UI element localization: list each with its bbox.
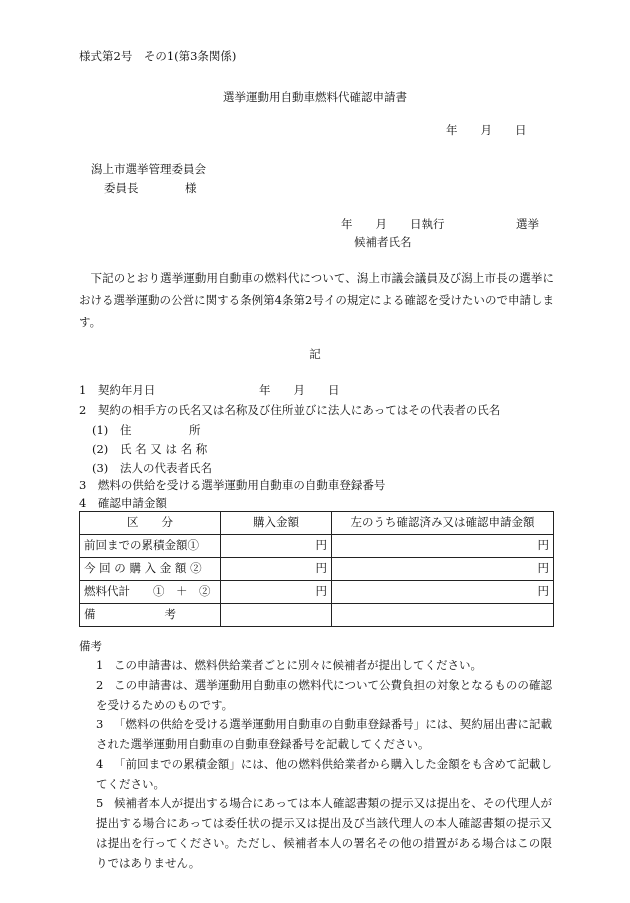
note-text: 「燃料の供給を受ける選挙運動用自動車の自動車登録番号」には、契約届出書に記載された選挙運動用自動車の自動車登録番号を記載してください。 bbox=[96, 717, 552, 751]
election-name: 選挙 bbox=[516, 217, 539, 231]
table-row bbox=[80, 581, 554, 604]
confirmed-amount-cell: 円 bbox=[332, 558, 554, 581]
item-4-label: 4 確認申請金額 bbox=[79, 496, 167, 510]
confirmed-amount-cell: 円 bbox=[332, 535, 554, 558]
note-number: 5 bbox=[96, 796, 104, 810]
table-row bbox=[80, 604, 554, 627]
form-id: 様式第2号 その1(第3条関係) bbox=[79, 49, 237, 63]
addressee-chair: 委員長 bbox=[104, 181, 139, 195]
table-header-row bbox=[80, 512, 554, 535]
table-row bbox=[80, 558, 554, 581]
remarks-cell bbox=[221, 604, 332, 627]
purchase-amount-cell: 円 bbox=[221, 581, 332, 604]
item-2-1-num: (1) bbox=[92, 423, 109, 437]
form-title: 選挙運動用自動車燃料代確認申請書 bbox=[223, 90, 407, 104]
row-label: 今 回 の 購 入 金 額 ② bbox=[80, 558, 221, 581]
item-2-2-num: (2) bbox=[92, 442, 109, 456]
submission-date: 年 月 日 bbox=[446, 123, 527, 137]
addressee-sama: 様 bbox=[185, 181, 197, 195]
item-2-3-text: 法人の代表者氏名 bbox=[120, 461, 212, 475]
note-item bbox=[96, 754, 552, 794]
row-label: 備 考 bbox=[80, 604, 221, 627]
row-label: 燃料代計 ① ＋ ② bbox=[80, 581, 221, 604]
candidate-name-label: 候補者氏名 bbox=[354, 235, 412, 249]
table-header-cell: 購入金額 bbox=[221, 512, 332, 535]
note-item bbox=[96, 714, 552, 754]
election-date: 年 月 日執行 bbox=[341, 217, 445, 231]
note-number: 1 bbox=[96, 658, 104, 672]
item-2-label: 2 契約の相手方の氏名又は名称及び住所並びに法人にあってはその代表者の氏名 bbox=[79, 403, 501, 417]
note-number: 4 bbox=[96, 757, 104, 771]
remarks-cell bbox=[332, 604, 554, 627]
note-item bbox=[96, 655, 552, 675]
item-3-label: 3 燃料の供給を受ける選挙運動用自動車の自動車登録番号 bbox=[79, 478, 386, 492]
note-text: この申請書は、燃料供給業者ごとに別々に候補者が提出してください。 bbox=[114, 658, 482, 672]
note-item bbox=[96, 793, 552, 873]
row-label: 前回までの累積金額① bbox=[80, 535, 221, 558]
item-2-3-num: (3) bbox=[92, 461, 109, 475]
ki-heading: 記 bbox=[309, 347, 321, 361]
note-text: 候補者本人が提出する場合にあっては本人確認書類の提示又は提出を、その代理人が提出する場合にあっては委任状の提示又は提出及び当該代理人の本人確認書類の提示又は提出を行ってください。ただし、候補者本人の署名その他の措置がある場合はこの限りではありません。 bbox=[96, 796, 552, 870]
item-2-1-text: 住 所 bbox=[120, 423, 201, 437]
note-text: この申請書は、選挙運動用自動車の燃料代について公費負担の対象となるものの確認を受けるためのものです。 bbox=[96, 678, 552, 712]
table-header-cell: 区 分 bbox=[80, 512, 221, 535]
confirmed-amount-cell: 円 bbox=[332, 581, 554, 604]
purchase-amount-cell: 円 bbox=[221, 558, 332, 581]
item-1-label: 1 契約年月日 bbox=[79, 383, 156, 397]
item-1-date: 年 月 日 bbox=[259, 383, 340, 397]
amount-table bbox=[79, 511, 554, 627]
note-text: 「前回までの累積金額」には、他の燃料供給業者から購入した金額をも含めて記載してください。 bbox=[96, 757, 552, 791]
item-2-2-text: 氏 名 又 は 名 称 bbox=[120, 442, 208, 456]
note-number: 3 bbox=[96, 717, 104, 731]
purchase-amount-cell: 円 bbox=[221, 535, 332, 558]
table-row bbox=[80, 535, 554, 558]
table-header-cell: 左のうち確認済み又は確認申請金額 bbox=[332, 512, 554, 535]
notes-title: 備考 bbox=[79, 639, 102, 653]
note-number: 2 bbox=[96, 678, 104, 692]
addressee-org: 潟上市選挙管理委員会 bbox=[91, 162, 206, 176]
note-item bbox=[96, 675, 552, 715]
body-paragraph: 下記のとおり選挙運動用自動車の燃料代について、潟上市議会議員及び潟上市長の選挙における選挙運動の公営に関する条例第4条第2号イの規定による確認を受けたいので申請します。 bbox=[79, 271, 554, 329]
